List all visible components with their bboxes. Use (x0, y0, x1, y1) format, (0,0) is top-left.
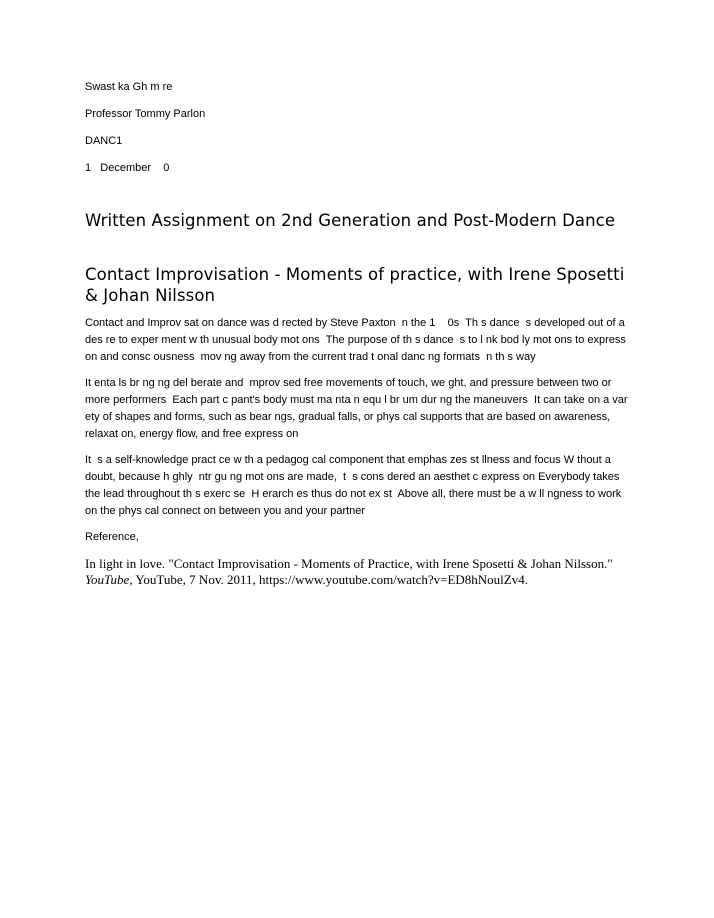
section-heading: Contact Improvisation - Moments of practice, with Irene Sposetti & Johan Nilsson (85, 265, 625, 305)
citation-text-end: , YouTube, 7 Nov. 2011, https://www.youtube.com/watch?v=ED8hNoulZv4. (129, 572, 528, 587)
body-paragraph-2: It enta ls br ng ng del berate and mprov sed free movements of touch, we ght, and pressure between two or more performers Each part c pant's body must ma nta n equ l br um dur ng the maneuvers It can take on a var ety of shapes and forms, such as bear ngs, gradual falls, or phys cal supports that are based on awareness, relaxat on, energy flow, and free express on (85, 377, 631, 440)
student-name: Swast ka Gh m re (85, 81, 173, 93)
professor-name: Professor Tommy Parlon (85, 108, 206, 120)
citation-source-italic: YouTube (85, 572, 130, 587)
document-title: Written Assignment on 2nd Generation and Post-Modern Dance (85, 211, 616, 230)
citation (85, 556, 633, 588)
assignment-date: 1 December 0 (85, 162, 170, 174)
citation-text-start: In light in love. "Contact Improvisation - Moments of Practice, with Irene Sposetti & Johan Nilsson." (85, 556, 613, 571)
body-paragraph-1: Contact and Improv sat on dance was d rected by Steve Paxton n the 1 0s Th s dance s developed out of a des re to exper ment w th unusual body mot ons The purpose of th s dance s to l nk bod ly mot ons to express on and consc ousness mov ng away from the current trad t onal danc ng formats n th s way (85, 317, 629, 363)
document-body (85, 80, 633, 588)
course-code: DANC1 (85, 135, 123, 147)
body-paragraph-3: It s a self-knowledge pract ce w th a pedagog cal component that emphas zes st llness and focus W thout a doubt, because h ghly ntr gu ng mot ons are made, t s cons dered an aesthet c express on Everybody takes the lead throughout th s exerc se H erarch es thus do not ex st Above all, there must be a w ll ngness to work on the phys cal connect on between you and your partner (85, 454, 625, 517)
reference-label: Reference, (85, 531, 139, 543)
